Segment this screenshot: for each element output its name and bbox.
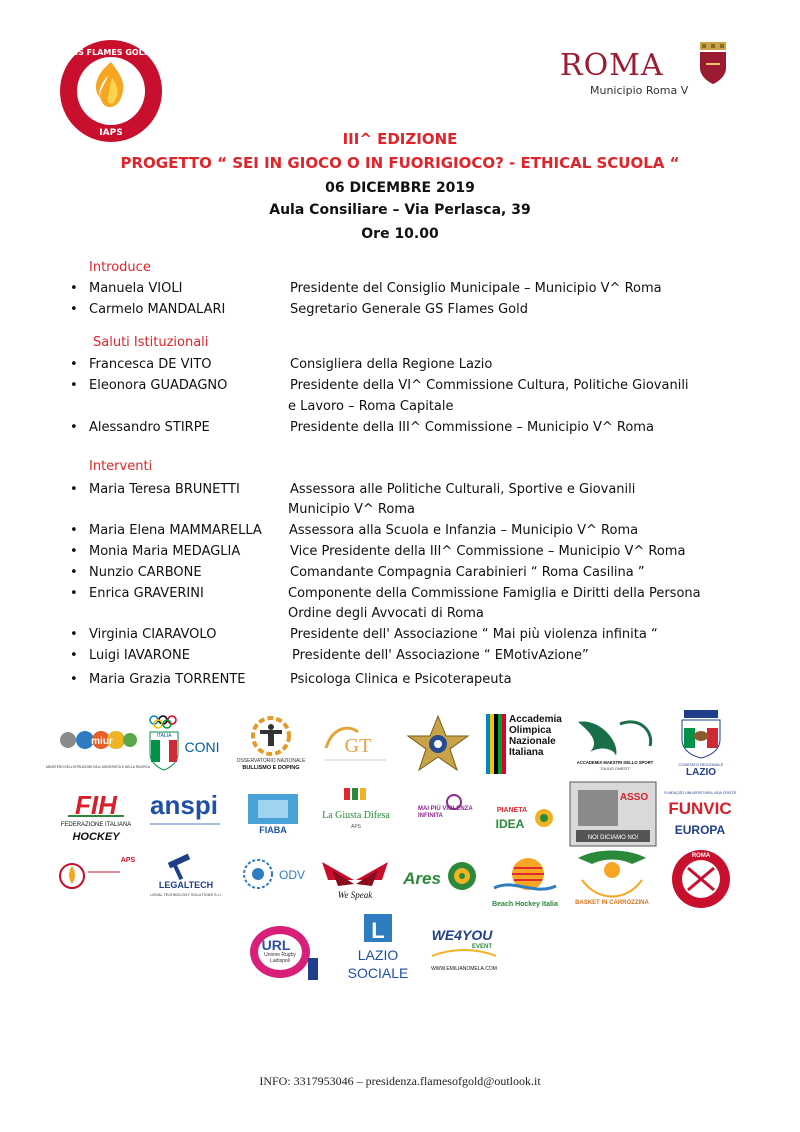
funvic-logo xyxy=(660,786,740,842)
program-row xyxy=(0,378,800,398)
speaker-role: Presidente del Consiglio Municipale – Municipio V^ Roma xyxy=(290,281,662,296)
event-time: Ore 10.00 xyxy=(361,226,439,242)
bullet-icon: • xyxy=(70,420,78,435)
giusta-aps: APS xyxy=(350,824,362,830)
idea-text: IDEA xyxy=(495,817,525,831)
bullet-icon: • xyxy=(70,523,78,538)
program-row xyxy=(0,672,800,692)
speaker-role: Componente della Commissione Famiglia e Diritti della Persona xyxy=(288,586,701,601)
we-speak-logo xyxy=(318,852,392,902)
program-row xyxy=(0,482,800,502)
osservatorio-logo xyxy=(230,716,312,772)
accademia-maestri-text: ACCADEMIA MAESTRI DELLO SPORT xyxy=(576,760,654,765)
url-rugby-logo xyxy=(246,914,324,982)
speaker-role: Psicologa Clinica e Psicoterapeuta xyxy=(290,672,512,687)
bullet-icon: • xyxy=(70,378,78,393)
asso-caption: NOI DICIAMO NO! xyxy=(587,835,639,841)
odv-text: ODV xyxy=(278,868,306,882)
odv-logo xyxy=(240,852,310,898)
section-introduce: Introduce xyxy=(89,260,151,275)
bullet-icon: • xyxy=(70,672,78,687)
program-row xyxy=(0,648,800,668)
we-speak-text: We Speak xyxy=(337,890,373,900)
anspi-text: anspi xyxy=(150,790,218,820)
roma-vpgr-logo xyxy=(664,848,738,910)
url-sub: Unione Rugby Ladispoli xyxy=(264,952,296,964)
project-title: PROGETTO “ SEI IN GIOCO O IN FUORIGIOCO? - ETHICAL SCUOLA “ xyxy=(120,154,680,172)
ares-text: Ares xyxy=(403,869,441,888)
gt-text: GT xyxy=(344,735,372,757)
carabinieri-star-logo xyxy=(400,714,476,772)
roma-vpgr-text: ROMA xyxy=(691,853,711,859)
speaker-role: Assessora alle Politiche Culturali, Sportive e Giovanili xyxy=(290,482,636,497)
program-row xyxy=(0,357,800,377)
section-saluti: Saluti Istituzionali xyxy=(93,335,209,350)
program-row xyxy=(0,544,800,564)
fir-lazio: LAZIO xyxy=(686,767,716,778)
miur-text: miur xyxy=(91,736,113,747)
osservatorio-line1: OSSERVATORIO NAZIONALE xyxy=(236,758,306,764)
program-row-continued xyxy=(0,502,800,522)
lazio-sociale-2: SOCIALE xyxy=(347,965,409,981)
speaker-name: Manuela VIOLI xyxy=(89,281,183,296)
edition-title: III^ EDIZIONE xyxy=(342,130,458,148)
speaker-name: Monia Maria MEDAGLIA xyxy=(89,544,241,559)
speaker-role-line2: Ordine degli Avvocati di Roma xyxy=(288,606,484,621)
giusta-difesa-logo xyxy=(314,788,398,836)
speaker-role: Vice Presidente della III^ Commissione – Municipio V^ Roma xyxy=(290,544,686,559)
we4you-event: EVENT xyxy=(471,944,493,950)
footer-contact: INFO: 3317953046 – presidenza.flamesofgold@outlook.it xyxy=(259,1074,541,1088)
section-interventi: Interventi xyxy=(89,459,153,474)
bullet-icon: • xyxy=(70,482,78,497)
speaker-role-line2: Municipio V^ Roma xyxy=(288,502,415,517)
coni-text: CONI xyxy=(184,739,220,755)
speaker-name: Maria Teresa BRUNETTI xyxy=(89,482,240,497)
basket-text: BASKET IN CARROZZINA xyxy=(575,900,649,906)
associazione-aps-logo xyxy=(58,850,138,900)
bullet-icon: • xyxy=(70,586,78,601)
asso-logo xyxy=(570,782,656,846)
accademia-maestri-logo xyxy=(570,712,660,774)
legaltech-logo xyxy=(146,852,226,898)
we4you-site: WWW.EMILIANOMELA.COM xyxy=(431,966,497,972)
coni-logo xyxy=(146,714,224,772)
gt-logo xyxy=(318,718,392,768)
pianeta-text: PIANETA xyxy=(496,807,528,814)
lazio-sociale-logo xyxy=(338,914,418,982)
bullet-icon: • xyxy=(70,565,78,580)
basket-in-carrozzina-logo xyxy=(572,846,652,908)
roma-crest-icon xyxy=(696,42,730,84)
speaker-role-line2: e Lavoro – Roma Capitale xyxy=(288,399,454,414)
miur-caption: MINISTERO DELL'ISTRUZIONE DELL'UNIVERSITÀ E DELLA RICERCA xyxy=(45,765,151,769)
mai-piu-violenza-logo xyxy=(418,790,474,838)
roma-wordmark: ROMA xyxy=(560,48,664,83)
bullet-icon: • xyxy=(70,648,78,663)
program-row-continued xyxy=(0,399,800,419)
speaker-role: Comandante Compagnia Carabinieri “ Roma Casilina ” xyxy=(290,565,645,580)
logo-ring-text: GS FLAMES GOLD xyxy=(71,48,151,57)
gs-flames-gold-logo xyxy=(58,38,164,144)
pianeta-idea-logo xyxy=(488,798,560,836)
accademia-text: Accademia Olimpica Nazionale Italiana xyxy=(509,714,562,758)
fih-hockey: HOCKEY xyxy=(72,831,120,843)
coni-italia: ITALIA xyxy=(156,733,172,739)
speaker-name: Alessandro STIRPE xyxy=(89,420,210,435)
fih-caption: FEDERAZIONE ITALIANA xyxy=(60,822,132,828)
svg-text:L: L xyxy=(371,918,385,943)
speaker-role: Presidente dell' Associazione “ Mai più violenza infinita “ xyxy=(290,627,658,642)
speaker-name: Enrica GRAVERINI xyxy=(89,586,204,601)
lazio-sociale-1: LAZIO xyxy=(357,947,399,963)
url-text: URL xyxy=(261,937,291,953)
funvic-text: FUNVIC xyxy=(668,799,732,818)
speaker-role: Consigliera della Regione Lazio xyxy=(290,357,493,372)
legaltech-sub: LEGAL TECHNOLOGY SOLUTIONS S.r.l. xyxy=(150,893,222,897)
speaker-role: Segretario Generale GS Flames Gold xyxy=(290,302,528,317)
asso-text: ASSO xyxy=(619,792,649,803)
mai-piu-text: MAI PIÙ VIOLENZA INFINITA xyxy=(418,806,473,819)
roma-municipio-logo xyxy=(560,40,760,102)
logo-ring-bottom: IAPS xyxy=(99,128,123,138)
bullet-icon: • xyxy=(70,281,78,296)
fih-logo xyxy=(58,786,136,844)
program-row xyxy=(0,627,800,647)
program-row-continued xyxy=(0,606,800,626)
we4you-text: WE4YOU xyxy=(431,927,493,943)
speaker-name: Luigi IAVARONE xyxy=(89,648,190,663)
we4you-logo xyxy=(426,918,502,978)
fundacao-text: FUNDAÇÃO UNIVERSITÁRIA VIDA CRISTÃ xyxy=(664,791,736,795)
event-date: 06 DICEMBRE 2019 xyxy=(325,180,475,196)
speaker-name: Nunzio CARBONE xyxy=(89,565,202,580)
accademia-olimpica-logo xyxy=(486,714,566,774)
bullet-icon: • xyxy=(70,302,78,317)
speaker-name: Maria Elena MAMMARELLA xyxy=(89,523,262,538)
speaker-name: Francesca DE VITO xyxy=(89,357,212,372)
speaker-name: Maria Grazia TORRENTE xyxy=(89,672,246,687)
program-row xyxy=(0,281,800,301)
beach-hockey-logo xyxy=(484,848,566,910)
fih-text: FIH xyxy=(75,790,117,820)
osservatorio-line2: BULLISMO E DOPING xyxy=(242,765,300,771)
event-place: Aula Consiliare – Via Perlasca, 39 xyxy=(269,202,531,218)
program-row xyxy=(0,523,800,543)
bullet-icon: • xyxy=(70,627,78,642)
ares-logo xyxy=(398,850,480,900)
fir-lazio-logo xyxy=(666,710,736,776)
fiaba-text: FIABA xyxy=(259,825,287,835)
speaker-name: Carmelo MANDALARI xyxy=(89,302,226,317)
bullet-icon: • xyxy=(70,357,78,372)
fir-comitato: COMITATO REGIONALE xyxy=(678,762,724,767)
speaker-role: Presidente della III^ Commissione – Municipio V^ Roma xyxy=(290,420,654,435)
europa-text: EUROPA xyxy=(674,823,726,837)
program-row xyxy=(0,565,800,585)
beach-hockey-text: Beach Hockey Italia xyxy=(492,901,558,908)
legaltech-text: LEGALTECH xyxy=(158,880,214,890)
program-row xyxy=(0,420,800,440)
fiaba-logo xyxy=(244,794,302,836)
accademia-maestri-sub: "GIULIO ONESTI" xyxy=(599,767,631,771)
bullet-icon: • xyxy=(70,544,78,559)
program-row xyxy=(0,586,800,606)
aps-text: APS xyxy=(120,857,136,864)
miur-logo xyxy=(45,712,151,774)
speaker-role: Presidente della VI^ Commissione Cultura, Politiche Giovanili xyxy=(290,378,689,393)
roma-subtitle: Municipio Roma V xyxy=(590,84,689,97)
program-row xyxy=(0,302,800,322)
speaker-role: Assessora alla Scuola e Infanzia – Municipio V^ Roma xyxy=(289,523,639,538)
anspi-logo xyxy=(146,786,224,834)
speaker-name: Virginia CIARAVOLO xyxy=(89,627,217,642)
speaker-role: Presidente dell' Associazione “ EMotivAzione” xyxy=(292,648,589,663)
speaker-name: Eleonora GUADAGNO xyxy=(89,378,228,393)
giusta-difesa-text: La Giusta Difesa xyxy=(322,810,390,821)
